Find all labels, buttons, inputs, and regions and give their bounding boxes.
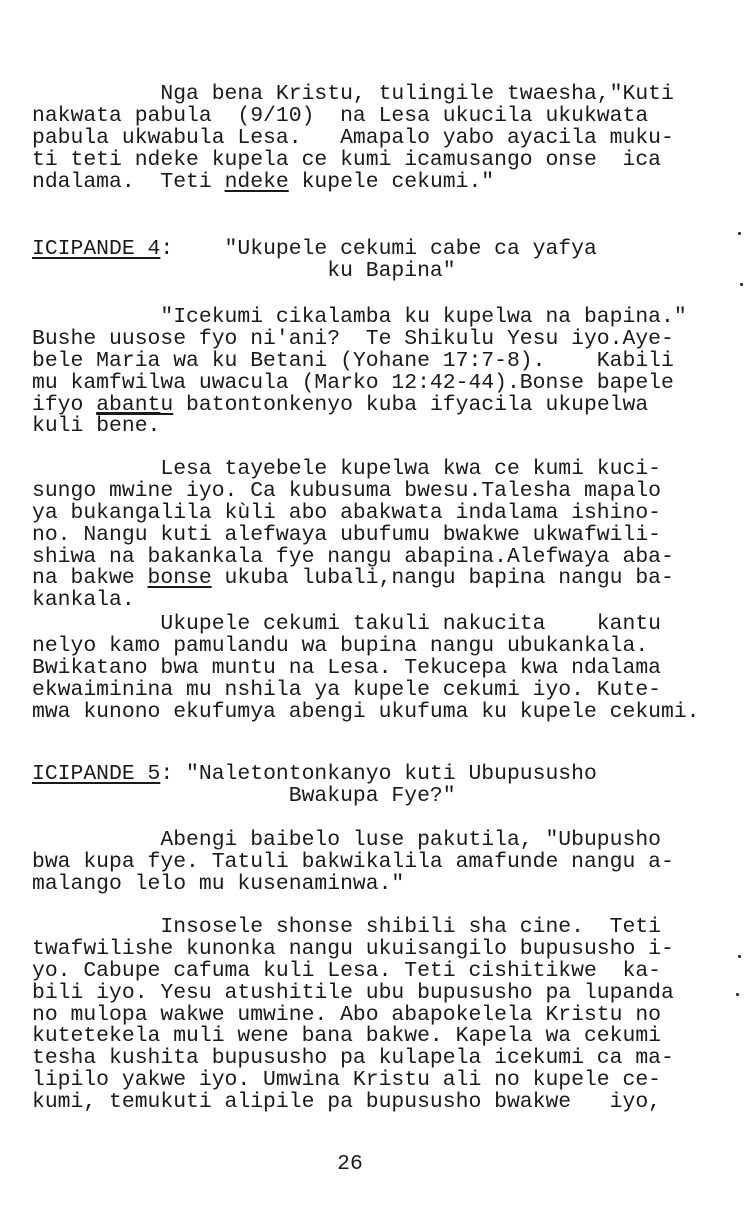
text-segment: Nga bena Kristu, tulingile twaesha,"Kuti (32, 82, 674, 106)
text-segment: Abengi baibelo luse pakutila, "Ubupusho (32, 828, 661, 852)
text-line (32, 326, 687, 351)
text-line (32, 830, 674, 852)
text-line (32, 655, 700, 680)
text-segment: nakwata pabula (9/10) na Lesa ukucila ukukwata (32, 103, 649, 128)
text-line (32, 147, 674, 172)
heading-icipande-4 (32, 239, 597, 283)
text-segment: bene. (96, 414, 161, 439)
text-line (32, 258, 597, 283)
text-segment: bili iyo. Yesu atushitile ubu bupususho pa lupanda (32, 980, 674, 1005)
paragraph-icekumi (32, 307, 687, 438)
text-segment: no. Nangu kuti alefwaya ubufumu bwakwe ukwafwili- (32, 522, 661, 547)
underlined-text: abantu (96, 392, 174, 417)
text-segment: kupele cekumi." (288, 169, 495, 194)
text-line (32, 936, 674, 961)
scan-speck (738, 955, 741, 958)
text-segment: ukuba lubali,nangu bapina nangu ba- (211, 566, 674, 591)
paragraph-intro-tithe (32, 84, 674, 193)
text-segment: : "Naletontonkanyo kuti Ubupususho (160, 762, 597, 786)
text-line (32, 307, 687, 329)
text-line (32, 125, 674, 150)
text-line (32, 522, 674, 547)
text-segment: ifyo (32, 392, 97, 417)
text-line (32, 500, 674, 525)
text-line (32, 783, 597, 808)
text-line (32, 958, 674, 983)
text-segment: ekwaiminina mu nshila ya kupele cekumi iyo. Kute- (32, 677, 661, 702)
text-segment: kutetekela muli wene bana bakwe. Kapela wa cekumi (32, 1024, 661, 1049)
text-line (32, 849, 674, 874)
text-segment: Insosele shonse shibili sha cine. Teti (32, 915, 661, 939)
text-line (32, 1048, 674, 1070)
text-segment: pabula ukwabula Lesa. Amapalo yabo ayacila muku- (32, 125, 674, 150)
text-line (32, 590, 674, 612)
underlined-text: ICIPANDE 5 (32, 762, 161, 786)
text-line (32, 416, 687, 438)
text-line (32, 84, 674, 106)
text-segment: lipilo yakwe iyo. Umwina Kristu ali no kupele ce- (32, 1068, 661, 1093)
text-segment: batontonkenyo kuba ifyacila ukupelwa (173, 392, 649, 417)
text-segment: kuli (32, 414, 97, 439)
text-segment: kankala. (32, 588, 135, 613)
underlined-text: ndeke (224, 169, 289, 194)
text-segment: ku Bapina" (32, 258, 456, 283)
text-segment: : "Ukupele cekumi cabe ca yafya (160, 237, 597, 261)
text-segment: ya bukangalila kùli abo abakwata indalama ishino- (32, 500, 661, 525)
text-segment: kumi, temukuti alipile pa bupususho bwakwe iyo, (32, 1090, 661, 1115)
text-line (32, 980, 674, 1005)
page-number: 26 (337, 1152, 363, 1176)
text-line (32, 103, 674, 128)
scan-speck (736, 993, 739, 996)
text-line (32, 677, 700, 702)
text-line (32, 871, 674, 896)
text-line (32, 699, 700, 724)
text-line (32, 1002, 674, 1027)
paragraph-abengi (32, 830, 674, 896)
text-segment: na bakwe (32, 566, 148, 591)
text-segment: ti teti ndeke kupela ce kumi icamusango onse ica (32, 147, 661, 172)
text-line (32, 633, 700, 658)
paragraph-ukupele-cekumi (32, 614, 700, 723)
text-line (32, 764, 597, 786)
paragraph-lesa-tayebele (32, 459, 674, 612)
text-segment: Bwikatano bwa muntu na Lesa. Tekucepa kwa ndalama (32, 655, 661, 680)
text-line (32, 1092, 674, 1114)
text-line (32, 614, 700, 636)
text-segment: yo. Cabupe cafuma kuli Lesa. Teti cishitikwe ka- (32, 958, 661, 983)
text-segment: "Icekumi cikalamba ku kupelwa na bapina." (32, 305, 687, 329)
underlined-text: bonse (147, 566, 212, 591)
text-line (32, 568, 674, 590)
text-segment: shiwa na bakankala fye nangu abapina.Alefwaya aba- (32, 544, 674, 569)
text-line (32, 544, 674, 569)
text-segment: bwa kupa fye. Tatuli bakwikalila amafunde nangu a- (32, 849, 674, 874)
scan-speck (738, 232, 741, 235)
text-line (32, 1070, 674, 1092)
text-segment: mwa kunono ekufumya abengi ukufuma ku kupele cekumi. (32, 699, 700, 724)
underlined-text: ICIPANDE 4 (32, 237, 161, 261)
text-segment: Bwakupa Fye?" (32, 783, 456, 808)
text-segment: mu kamfwilwa uwacula (Marko 12:42-44).Bonse bapele (32, 370, 674, 395)
text-segment: bele Maria wa ku Betani (Yohane 17:7-8). Kabili (32, 348, 674, 373)
text-segment: no mulopa wakwe umwine. Abo abapokelela Kristu no (32, 1002, 661, 1027)
text-line (32, 478, 674, 503)
text-line (32, 459, 674, 481)
text-line (32, 169, 674, 194)
text-segment: sungo mwine iyo. Ca kubusuma bwesu.Talesha mapalo (32, 478, 661, 503)
text-segment: malango lelo mu kusenaminwa." (32, 871, 405, 896)
text-line (32, 370, 687, 395)
text-line (32, 1026, 674, 1048)
text-segment: Ukupele cekumi takuli nakucita kantu (32, 612, 661, 636)
text-line (32, 348, 687, 373)
text-segment: Bushe uusose fyo ni'ani? Te Shikulu Yesu iyo.Aye- (32, 326, 674, 351)
text-line (32, 917, 674, 939)
text-segment: nelyo kamo pamulandu wa bupina nangu ubukankala. (32, 633, 649, 658)
scan-speck (740, 283, 743, 286)
heading-icipande-5 (32, 764, 597, 808)
text-segment: tesha kushita bupususho pa kulapela icekumi ca ma- (32, 1046, 674, 1071)
text-segment: Lesa tayebele kupelwa kwa ce kumi kuci- (32, 457, 661, 481)
paragraph-insosele (32, 917, 674, 1114)
text-line (32, 239, 597, 261)
text-segment: ndalama. Teti (32, 169, 225, 194)
text-segment: twafwilishe kunonka nangu ukuisangilo bupususho i- (32, 936, 674, 961)
